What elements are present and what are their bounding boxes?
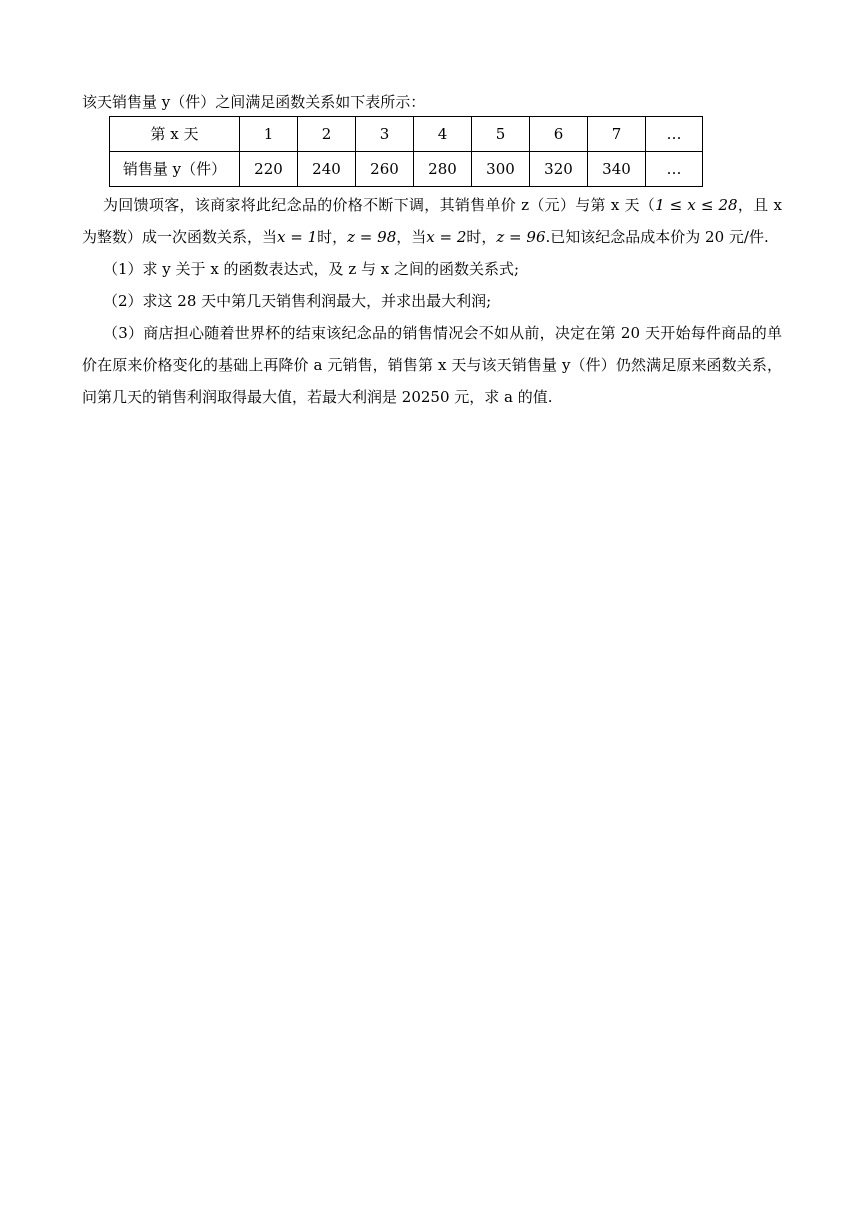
table-cell: 7 xyxy=(588,117,646,152)
sales-table xyxy=(109,116,703,187)
table-cell: 320 xyxy=(530,152,588,187)
problem-paragraph xyxy=(82,189,782,253)
intro-text: 该天销售量 y（件）之间满足函数关系如下表所示： xyxy=(82,93,426,111)
table-row xyxy=(110,117,703,152)
table-cell: 280 xyxy=(414,152,472,187)
table-cell: 260 xyxy=(356,152,414,187)
table-cell: 220 xyxy=(240,152,298,187)
math-inline: x = 2 xyxy=(426,228,467,246)
table-cell: 340 xyxy=(588,152,646,187)
document-page xyxy=(82,86,782,413)
question-1: （1）求 y 关于 x 的函数表达式，及 z 与 x 之间的函数关系式; xyxy=(103,260,520,278)
question-3: （3）商店担心随着世界杯的结束该纪念品的销售情况会不如从前，决定在第 20 天开始每件商品的单价在原来价格变化的基础上再降价 a 元销售，销售第 x 天与该天销售量 y（件）仍然满足原来函数关系，问第几天的销售利润取得最大值，若最大利润是 20250 元，求 a 的值. xyxy=(82,324,782,406)
table-row-label: 第 x 天 xyxy=(110,117,240,152)
text-run: 时， xyxy=(466,228,497,246)
math-inline: z = 98 xyxy=(347,228,397,246)
text-run: 时， xyxy=(317,228,348,246)
table-cell: … xyxy=(646,117,703,152)
table-cell: … xyxy=(646,152,703,187)
text-run: 为回馈项客，该商家将此纪念品的价格不断下调，其销售单价 z（元）与第 x 天（ xyxy=(103,196,656,214)
table-cell: 4 xyxy=(414,117,472,152)
text-run: .已知该纪念品成本价为 20 元/件. xyxy=(545,228,769,246)
question-2: （2）求这 28 天中第几天销售利润最大，并求出最大利润; xyxy=(103,292,492,310)
table-cell: 5 xyxy=(472,117,530,152)
table-cell: 1 xyxy=(240,117,298,152)
table-cell: 3 xyxy=(356,117,414,152)
table-cell: 300 xyxy=(472,152,530,187)
math-inline: z = 96 xyxy=(496,228,546,246)
table-row xyxy=(110,152,703,187)
table-row-label: 销售量 y（件） xyxy=(110,152,240,187)
math-inline: 1 ≤ x ≤ 28 xyxy=(655,196,738,214)
table-cell: 6 xyxy=(530,117,588,152)
text-run: ，当 xyxy=(396,228,427,246)
table-cell: 240 xyxy=(298,152,356,187)
table-cell: 2 xyxy=(298,117,356,152)
text-run: ，且 x 为整数）成一次函数关系，当 xyxy=(82,196,782,246)
math-inline: x = 1 xyxy=(277,228,318,246)
